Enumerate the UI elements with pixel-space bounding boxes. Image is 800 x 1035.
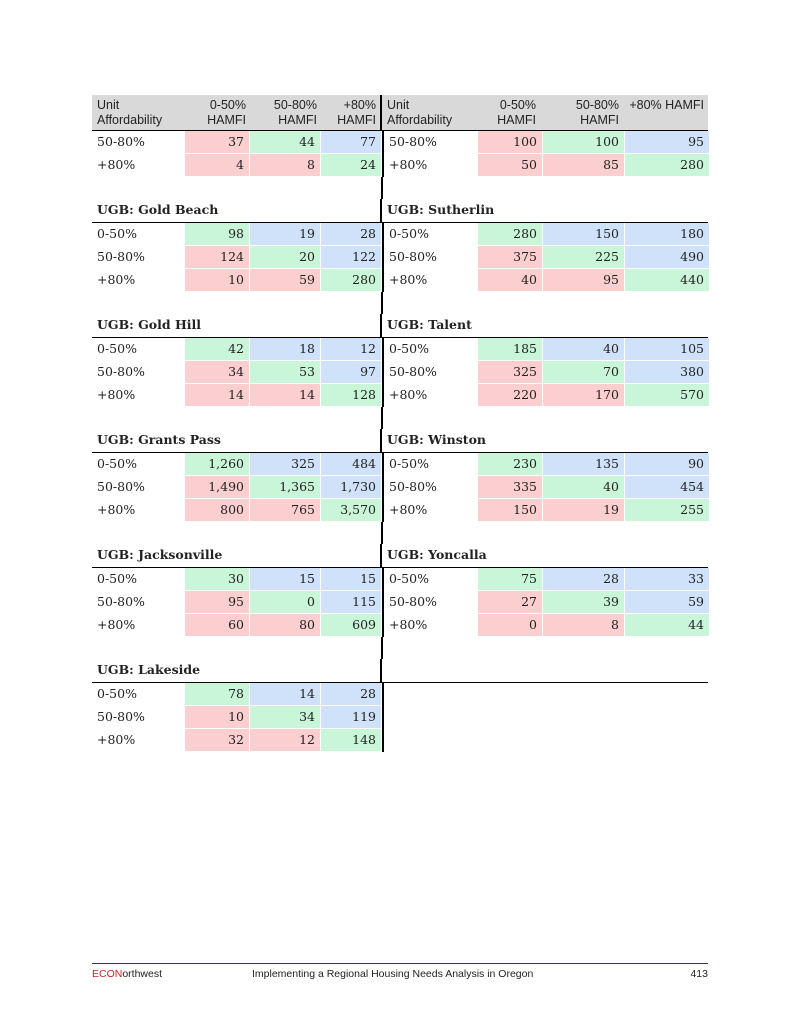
spacer-right — [383, 522, 708, 544]
row-half-left — [92, 476, 384, 499]
value-cell: 44 — [625, 614, 710, 637]
value-cell: 3,570 — [321, 499, 382, 522]
row-label: 50-80% — [384, 476, 478, 499]
value-cell: 42 — [185, 338, 250, 361]
row-label: +80% — [92, 729, 185, 752]
row-half-right — [384, 338, 710, 361]
ugb-title-right: UGB: Talent — [387, 317, 472, 332]
value-cell: 220 — [478, 384, 543, 407]
row-half-right — [384, 384, 710, 405]
table-row — [92, 131, 708, 154]
value-cell: 70 — [543, 361, 625, 384]
row-label: +80% — [384, 614, 478, 637]
value-cell: 375 — [478, 246, 543, 269]
value-cell: 609 — [321, 614, 382, 637]
value-cell: 185 — [478, 338, 543, 361]
row-label: 50-80% — [384, 361, 478, 384]
table-body — [92, 131, 708, 752]
value-cell: 28 — [321, 223, 382, 246]
value-cell: 150 — [543, 223, 625, 246]
brand-rest: orthwest — [122, 968, 163, 980]
row-half-left — [92, 269, 384, 290]
ugb-title-left: UGB: Jacksonville — [92, 544, 382, 567]
value-cell: 440 — [625, 269, 710, 292]
row-half-left — [92, 154, 384, 175]
value-cell: 570 — [625, 384, 710, 407]
table-row — [92, 499, 708, 522]
block-title-row — [92, 314, 708, 338]
value-cell: 77 — [321, 131, 382, 154]
value-cell: 59 — [250, 269, 321, 292]
table-row — [92, 614, 708, 637]
table-header — [92, 95, 708, 131]
value-cell: 128 — [321, 384, 382, 407]
row-half-right — [384, 683, 710, 706]
housing-table — [92, 95, 708, 752]
row-label: +80% — [92, 384, 185, 407]
value-cell: 40 — [543, 476, 625, 499]
col-header-unit-affordability: Unit Affordability — [387, 98, 453, 127]
value-cell: 1,365 — [250, 476, 321, 499]
value-cell: 39 — [543, 591, 625, 614]
header-left — [92, 95, 382, 130]
row-label: +80% — [92, 614, 185, 637]
block-title-row — [92, 544, 708, 568]
value-cell: 97 — [321, 361, 382, 384]
row-half-right — [384, 614, 710, 635]
table-row — [92, 476, 708, 499]
row-label: 50-80% — [92, 706, 185, 729]
ugb-title-left: UGB: Gold Hill — [92, 314, 382, 337]
value-cell: 0 — [478, 614, 543, 637]
brand-accent: ECON — [92, 968, 123, 980]
table-row — [92, 453, 708, 476]
value-cell: 100 — [478, 131, 543, 154]
table-row — [92, 246, 708, 269]
row-half-right — [384, 729, 710, 750]
ugb-title-left: UGB: Lakeside — [92, 659, 382, 682]
value-cell: 280 — [478, 223, 543, 246]
empty-cell — [384, 706, 478, 729]
value-cell: 180 — [625, 223, 710, 246]
value-cell: 280 — [321, 269, 382, 292]
value-cell: 32 — [185, 729, 250, 752]
row-half-right — [384, 246, 710, 269]
row-half-left — [92, 591, 384, 614]
row-half-right — [384, 476, 710, 499]
value-cell: 124 — [185, 246, 250, 269]
page-footer — [92, 963, 708, 980]
row-half-left — [92, 338, 384, 361]
row-label: 0-50% — [92, 223, 185, 246]
block-spacer — [92, 177, 708, 199]
value-cell: 765 — [250, 499, 321, 522]
table-row — [92, 706, 708, 729]
value-cell: 34 — [250, 706, 321, 729]
value-cell: 50 — [478, 154, 543, 177]
empty-cell — [478, 706, 543, 729]
block-spacer — [92, 637, 708, 659]
page-number: 413 — [690, 968, 708, 980]
empty-cell — [625, 729, 710, 752]
col-header-0-50: 0-50% HAMFI — [207, 98, 246, 127]
value-cell: 60 — [185, 614, 250, 637]
value-cell: 380 — [625, 361, 710, 384]
value-cell: 122 — [321, 246, 382, 269]
value-cell: 40 — [478, 269, 543, 292]
table-row — [92, 384, 708, 407]
value-cell: 95 — [543, 269, 625, 292]
row-half-left — [92, 568, 384, 591]
col-header-80-plus: +80% HAMFI — [629, 98, 704, 112]
col-header-0-50: 0-50% HAMFI — [497, 98, 536, 127]
value-cell: 18 — [250, 338, 321, 361]
row-half-left — [92, 453, 384, 476]
row-label: 50-80% — [92, 131, 185, 154]
row-half-right — [384, 361, 710, 384]
row-label: 0-50% — [384, 338, 478, 361]
row-label: 50-80% — [384, 131, 478, 154]
value-cell: 14 — [250, 683, 321, 706]
value-cell: 170 — [543, 384, 625, 407]
ugb-title-right: UGB: Sutherlin — [387, 202, 495, 217]
col-header-unit-affordability: Unit Affordability — [97, 98, 163, 127]
row-label: 50-80% — [384, 246, 478, 269]
row-half-left — [92, 223, 384, 246]
table-row — [92, 591, 708, 614]
col-header-50-80: 50-80% HAMFI — [273, 98, 317, 127]
value-cell: 34 — [185, 361, 250, 384]
value-cell: 28 — [543, 568, 625, 591]
value-cell: 20 — [250, 246, 321, 269]
block-spacer — [92, 522, 708, 544]
value-cell: 98 — [185, 223, 250, 246]
row-label: 50-80% — [92, 591, 185, 614]
row-label: 0-50% — [384, 568, 478, 591]
row-half-left — [92, 361, 384, 384]
value-cell: 80 — [250, 614, 321, 637]
value-cell: 10 — [185, 269, 250, 292]
ugb-title-left: UGB: Gold Beach — [92, 199, 382, 222]
empty-cell — [625, 706, 710, 729]
row-label: 0-50% — [92, 453, 185, 476]
value-cell: 14 — [250, 384, 321, 407]
value-cell: 230 — [478, 453, 543, 476]
value-cell: 100 — [543, 131, 625, 154]
value-cell: 14 — [185, 384, 250, 407]
value-cell: 40 — [543, 338, 625, 361]
ugb-title-right: UGB: Yoncalla — [387, 547, 487, 562]
row-half-left — [92, 131, 384, 154]
row-label: 0-50% — [92, 338, 185, 361]
table-row — [92, 338, 708, 361]
table-row — [92, 269, 708, 292]
value-cell: 1,490 — [185, 476, 250, 499]
empty-cell — [543, 729, 625, 752]
block-title-row — [92, 429, 708, 453]
value-cell: 95 — [185, 591, 250, 614]
value-cell: 800 — [185, 499, 250, 522]
table-row — [92, 361, 708, 384]
spacer-right — [383, 637, 708, 659]
row-half-right — [384, 591, 710, 614]
spacer-left — [92, 407, 383, 429]
ugb-title-right: UGB: Winston — [387, 432, 486, 447]
row-label: +80% — [92, 269, 185, 292]
empty-cell — [384, 683, 478, 706]
value-cell: 12 — [321, 338, 382, 361]
row-label: 0-50% — [92, 683, 185, 706]
spacer-left — [92, 637, 383, 659]
value-cell: 85 — [543, 154, 625, 177]
row-half-left — [92, 614, 384, 635]
value-cell: 1,260 — [185, 453, 250, 476]
ugb-title-left: UGB: Grants Pass — [92, 429, 382, 452]
value-cell: 325 — [250, 453, 321, 476]
value-cell: 59 — [625, 591, 710, 614]
row-label: +80% — [92, 499, 185, 522]
value-cell: 44 — [250, 131, 321, 154]
value-cell: 150 — [478, 499, 543, 522]
row-half-left — [92, 246, 384, 269]
empty-cell — [625, 683, 710, 706]
row-half-right — [384, 131, 710, 154]
empty-cell — [384, 729, 478, 752]
row-half-right — [384, 154, 710, 175]
header-right — [382, 95, 708, 130]
ugb-title-right — [382, 659, 708, 682]
value-cell: 90 — [625, 453, 710, 476]
footer-title: Implementing a Regional Housing Needs Analysis in Oregon — [252, 968, 534, 980]
value-cell: 95 — [625, 131, 710, 154]
value-cell: 33 — [625, 568, 710, 591]
value-cell: 12 — [250, 729, 321, 752]
value-cell: 225 — [543, 246, 625, 269]
value-cell: 8 — [543, 614, 625, 637]
table-row — [92, 223, 708, 246]
row-half-right — [384, 453, 710, 476]
value-cell: 148 — [321, 729, 382, 752]
row-label: +80% — [92, 154, 185, 177]
value-cell: 8 — [250, 154, 321, 177]
value-cell: 19 — [250, 223, 321, 246]
row-half-left — [92, 683, 384, 706]
spacer-right — [383, 177, 708, 199]
row-half-left — [92, 706, 384, 729]
row-half-right — [384, 499, 710, 520]
row-label: +80% — [384, 384, 478, 407]
table-row — [92, 683, 708, 706]
value-cell: 24 — [321, 154, 382, 177]
value-cell: 490 — [625, 246, 710, 269]
block-title-row — [92, 199, 708, 223]
row-half-left — [92, 499, 384, 520]
value-cell: 37 — [185, 131, 250, 154]
spacer-right — [383, 292, 708, 314]
spacer-left — [92, 522, 383, 544]
row-label: 50-80% — [92, 246, 185, 269]
value-cell: 10 — [185, 706, 250, 729]
row-label: 0-50% — [384, 453, 478, 476]
value-cell: 0 — [250, 591, 321, 614]
block-spacer — [92, 292, 708, 314]
spacer-right — [383, 407, 708, 429]
row-half-left — [92, 384, 384, 405]
value-cell: 30 — [185, 568, 250, 591]
value-cell: 484 — [321, 453, 382, 476]
row-half-right — [384, 568, 710, 591]
value-cell: 255 — [625, 499, 710, 522]
footer-brand — [92, 968, 162, 980]
value-cell: 325 — [478, 361, 543, 384]
value-cell: 75 — [478, 568, 543, 591]
value-cell: 53 — [250, 361, 321, 384]
value-cell: 1,730 — [321, 476, 382, 499]
value-cell: 28 — [321, 683, 382, 706]
value-cell: 19 — [543, 499, 625, 522]
value-cell: 15 — [321, 568, 382, 591]
value-cell: 280 — [625, 154, 710, 177]
spacer-left — [92, 177, 383, 199]
value-cell: 135 — [543, 453, 625, 476]
row-label: 0-50% — [384, 223, 478, 246]
empty-cell — [543, 683, 625, 706]
row-half-right — [384, 269, 710, 290]
value-cell: 15 — [250, 568, 321, 591]
value-cell: 4 — [185, 154, 250, 177]
row-label: 50-80% — [384, 591, 478, 614]
row-half-left — [92, 729, 384, 750]
row-half-right — [384, 706, 710, 729]
row-label: +80% — [384, 269, 478, 292]
empty-cell — [543, 706, 625, 729]
table-row — [92, 154, 708, 177]
block-title-row — [92, 659, 708, 683]
value-cell: 119 — [321, 706, 382, 729]
row-label: 50-80% — [92, 361, 185, 384]
row-label: +80% — [384, 499, 478, 522]
table-row — [92, 729, 708, 752]
row-label: +80% — [384, 154, 478, 177]
value-cell: 105 — [625, 338, 710, 361]
value-cell: 454 — [625, 476, 710, 499]
col-header-80-plus: +80% HAMFI — [337, 98, 376, 127]
spacer-left — [92, 292, 383, 314]
empty-cell — [478, 683, 543, 706]
row-label: 50-80% — [92, 476, 185, 499]
col-header-50-80: 50-80% HAMFI — [575, 98, 619, 127]
row-label: 0-50% — [92, 568, 185, 591]
value-cell: 27 — [478, 591, 543, 614]
empty-cell — [478, 729, 543, 752]
value-cell: 115 — [321, 591, 382, 614]
row-half-right — [384, 223, 710, 246]
value-cell: 78 — [185, 683, 250, 706]
block-spacer — [92, 407, 708, 429]
value-cell: 335 — [478, 476, 543, 499]
table-row — [92, 568, 708, 591]
